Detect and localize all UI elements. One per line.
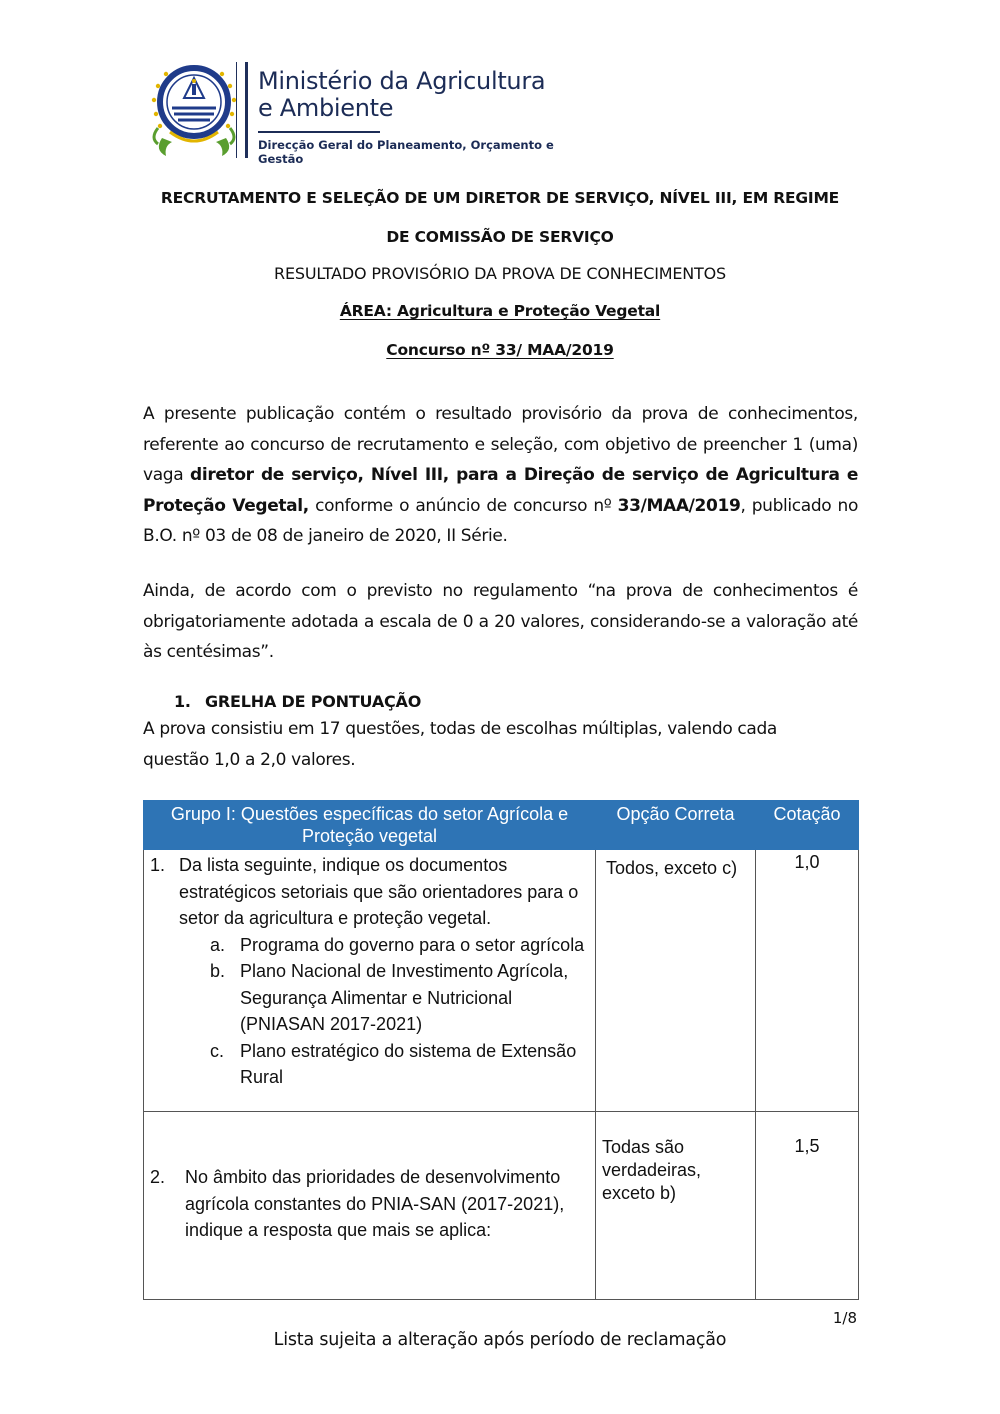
score-cell [756, 1112, 859, 1300]
score-value: 1,0 [794, 852, 820, 872]
ministry-name-line1: Ministério da Agricultura [258, 67, 546, 95]
area-title: ÁREA: Agricultura e Proteção Vegetal [339, 302, 661, 320]
header-score: Cotação [756, 801, 859, 850]
correct-option: Todos, exceto c) [606, 858, 738, 878]
question-number: 2. [150, 1167, 166, 1187]
title-line2: DE COMISSÃO DE SERVIÇO [386, 228, 614, 246]
score-cell [756, 850, 859, 1112]
subtitle: RESULTADO PROVISÓRIO DA PROVA DE CONHECIMENTOS [274, 264, 726, 283]
contest-number: Concurso nº 33/ MAA/2019 [386, 341, 614, 359]
section-heading: 1. GRELHA DE PONTUAÇÃO [174, 692, 422, 711]
option-item: b. Plano Nacional de Investimento Agrícola, Segurança Alimentar e Nutricional (PNIASAN 2017-2021) [210, 961, 569, 1034]
answer-cell [596, 1112, 756, 1300]
title-line1: RECRUTAMENTO E SELEÇÃO DE UM DIRETOR DE SERVIÇO, NÍVEL III, EM REGIME [160, 189, 840, 207]
logo-divider [245, 62, 248, 158]
intro-paragraph-1: A presente publicação contém o resultado provisório da prova de conhecimentos, referente ao concurso de recrutamento e seleção, com objetivo de preencher 1 (uma) vaga diretor de serviço, Nível III, para a Direção de serviço de Agricultura e Proteção Vegetal, conforme o anúncio de concurso nº 33/MAA/2019, publicado no B.O. nº 03 de 08 de janeiro de 2020, II Série. [143, 404, 859, 546]
table-header-row [144, 801, 859, 850]
table-row [144, 1112, 859, 1300]
score-value: 1,5 [794, 1136, 820, 1156]
answer-cell [596, 850, 756, 1112]
ministry-rule [258, 131, 380, 133]
score-grid-table [143, 800, 859, 1300]
page-number: 1/8 [832, 1309, 857, 1327]
ministry-name-line2: e Ambiente [258, 94, 394, 122]
option-item: c. Plano estratégico do sistema de Extensão Rural [210, 1040, 577, 1087]
cabo-verde-seal-icon [148, 58, 240, 162]
logo-divider-thin [236, 62, 237, 158]
section-text: A prova consistiu em 17 questões, todas de escolhas múltiplas, valendo cada questão 1,0 a 2,0 valores. [143, 719, 778, 770]
header-correct-option: Opção Correta [596, 801, 756, 850]
header-group: Grupo I: Questões específicas do setor Agrícola e Proteção vegetal [144, 801, 596, 850]
footer-note: Lista sujeita a alteração após período de reclamação [273, 1330, 727, 1350]
question-cell [144, 850, 596, 1112]
question-cell [144, 1112, 596, 1300]
question-text: Da lista seguinte, indique os documentos estratégicos setoriais que são orientadores para o setor da agricultura e proteção vegetal. [179, 855, 579, 928]
question-number: 1. [150, 855, 166, 875]
table-row [144, 850, 859, 1112]
option-item: a. Programa do governo para o setor agrícola [210, 934, 585, 955]
question-text: No âmbito das prioridades de desenvolvimento agrícola constantes do PNIA-SAN (2017-2021), indique a resposta que mais se aplica: [185, 1167, 565, 1240]
intro-paragraph-2: Ainda, de acordo com o previsto no regulamento “na prova de conhecimentos é obrigatoriamente adotada a escala de 0 a 20 valores, considerando-se a valoração até às centésimas”. [143, 581, 858, 662]
correct-option: Todas são verdadeiras, exceto b) [602, 1137, 702, 1203]
directorate-name: Direcção Geral do Planeamento, Orçamento e Gestão [258, 138, 554, 166]
ministry-name [258, 68, 578, 122]
